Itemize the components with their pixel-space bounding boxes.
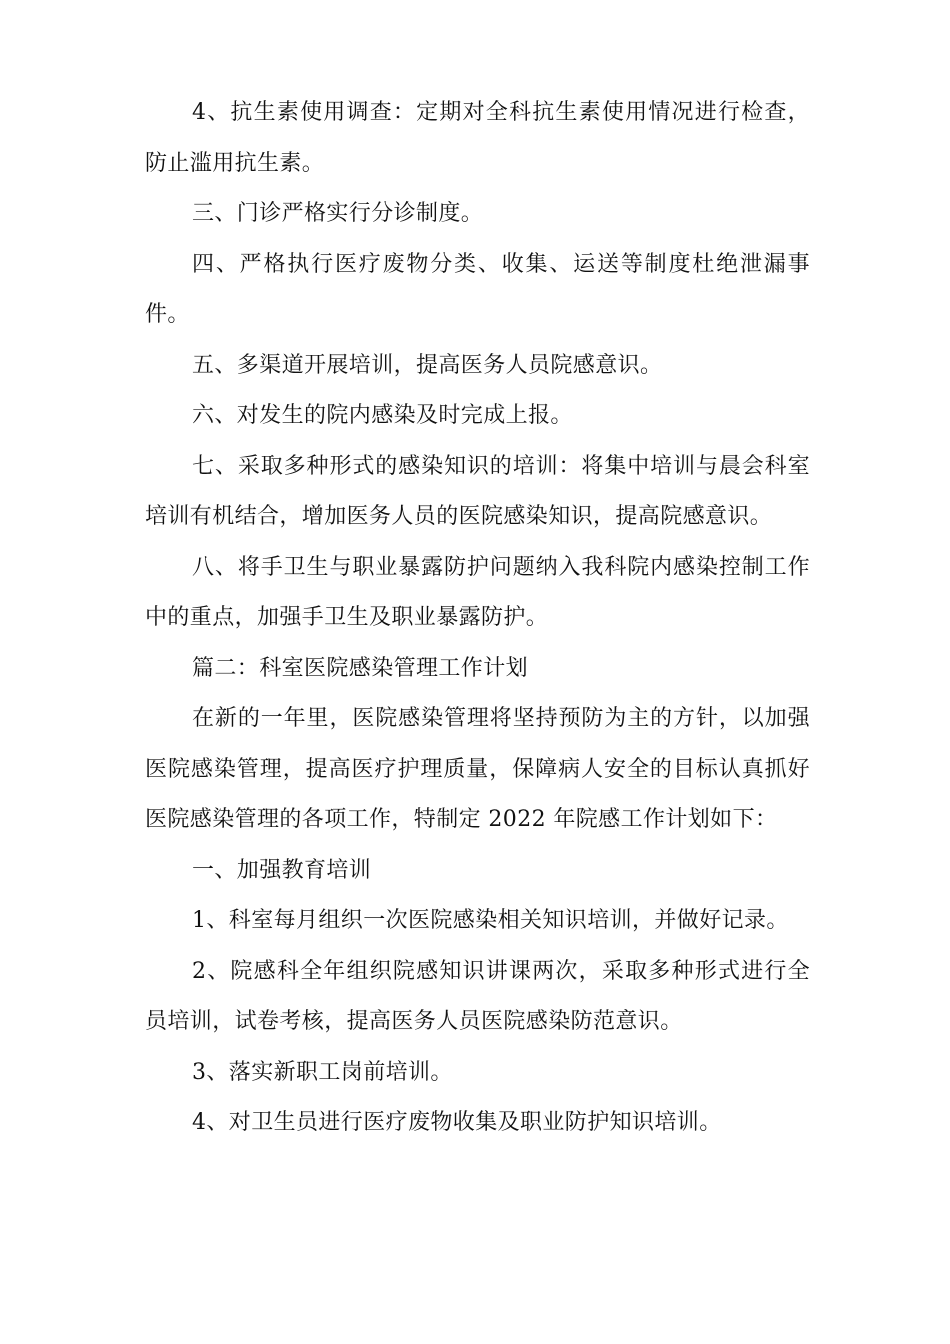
section-heading-part-two: 篇二：科室医院感染管理工作计划 [192,655,529,681]
list-item-cleaner-training: 4、对卫生员进行医疗废物收集及职业防护知识培训。 [192,1110,722,1135]
document-body [145,88,810,1149]
list-item-monthly-training: 1、科室每月组织一次医院感染相关知识培训，并做好记录。 [192,908,789,933]
list-item-annual-lectures: 2、院感科全年组织院感知识讲课两次，采取多种形式进行全员培训，试卷考核，提高医务人员医院感染防范意识。 [145,958,810,1034]
paragraph-outpatient-triage: 三、门诊严格实行分诊制度。 [192,201,484,226]
paragraph-knowledge-training: 七、采取多种形式的感染知识的培训：将集中培训与晨会科室培训有机结合，增加医务人员的医院感染知识，提高院感意识。 [145,453,810,529]
paragraph-infection-reporting: 六、对发生的院内感染及时完成上报。 [192,403,573,428]
list-item-new-staff-training: 3、落实新职工岗前培训。 [192,1059,453,1085]
paragraph-multichannel-training: 五、多渠道开展培训，提高医务人员院感意识。 [192,352,663,378]
paragraph-introduction: 在新的一年里，医院感染管理将坚持预防为主的方针，以加强医院感染管理，提高医疗护理质量，保障病人安全的目标认真抓好医院感染管理的各项工作，特制定 2022 年院感工作计划如下： [145,706,810,832]
paragraph-medical-waste: 四、严格执行医疗废物分类、收集、运送等制度杜绝泄漏事件。 [145,251,810,327]
paragraph-antibiotic-survey: 4、抗生素使用调查：定期对全科抗生素使用情况进行检查，防止滥用抗生素。 [145,100,810,176]
section-heading-education-training: 一、加强教育培训 [192,857,372,883]
paragraph-hand-hygiene: 八、将手卫生与职业暴露防护问题纳入我科院内感染控制工作中的重点，加强手卫生及职业暴露防护。 [145,554,810,630]
